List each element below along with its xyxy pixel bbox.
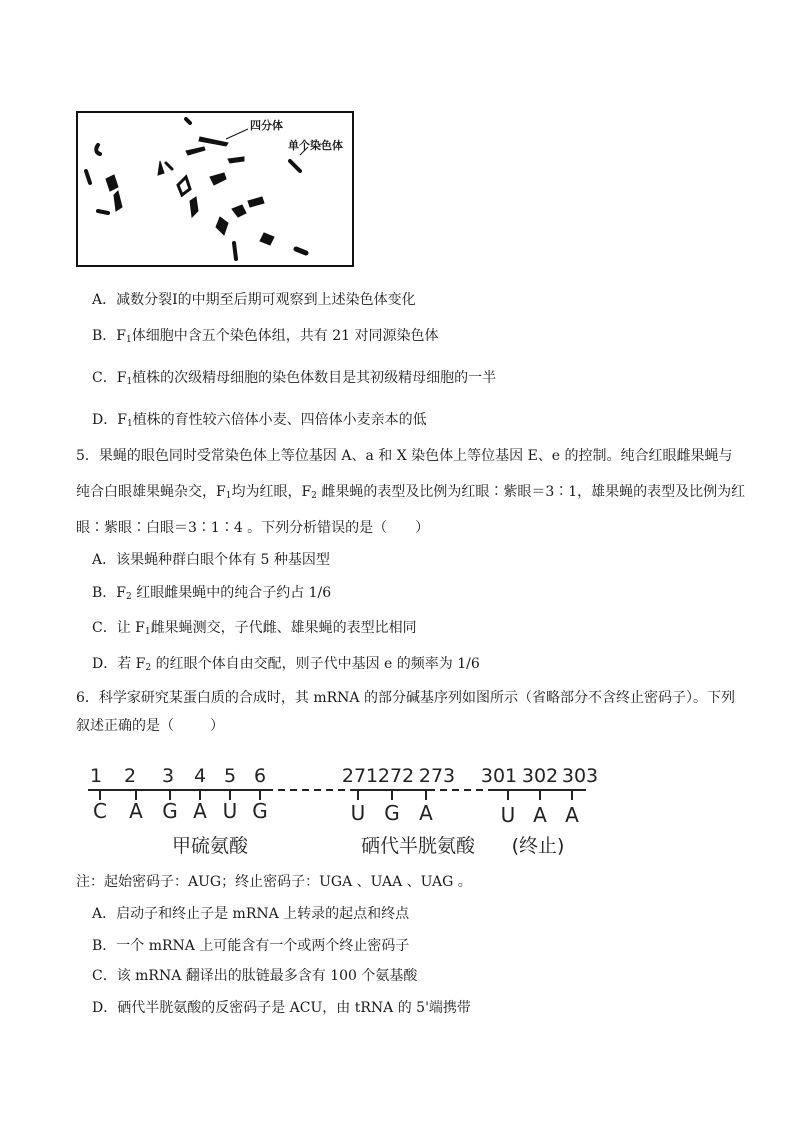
q5-option-b: B．$F_2$ 红眼雌果蝇中的纯合子约占 1/6	[92, 585, 332, 602]
q6-stem-line1: 6．科学家研究某蛋白质的合成时，其 mRNA 的部分碱基序列如图所示（省略部分不含终止密码子）。下列	[76, 690, 735, 706]
pos-label: 271	[341, 765, 379, 787]
q6-option-d: D．硒代半胱氨酸的反密码子是 ACU，由 tRNA 的 5'端携带	[92, 1000, 471, 1016]
single-chromosome	[290, 161, 300, 171]
q5-stem-line2: 纯合白眼雄果蝇杂交，$F_1$均为红眼，$F_2$ 雌果蝇的表型及比例为红眼∶紫眼＝3∶1，雄果蝇的表型及比例为红	[76, 484, 746, 501]
base-letter: A	[533, 803, 547, 827]
pos-label: 6	[253, 765, 267, 787]
mrna-diagram	[88, 760, 618, 860]
pos-label: 5	[223, 765, 237, 787]
q5-option-d: D．若 $F_2$ 的红眼个体自由交配，则子代中基因 e 的频率为 1/6	[92, 656, 480, 673]
codon-label-selenocysteine: 硒代半胱氨酸	[360, 835, 476, 857]
pos-label: 273	[418, 765, 456, 787]
pos-label: 303	[561, 765, 599, 787]
chromosome-figure	[76, 111, 354, 267]
pos-label: 4	[193, 765, 207, 787]
q5-stem-line3: 眼∶紫眼∶白眼＝3∶1∶4 。下列分析错误的是（ ）	[76, 520, 430, 536]
pos-label: 3	[161, 765, 175, 787]
base-letter: A	[193, 799, 207, 823]
pos-label: 2	[123, 765, 137, 787]
q4-option-a: A．减数分裂Ⅰ的中期至后期可观察到上述染色体变化	[92, 292, 416, 308]
tetrad-chromosome	[199, 137, 228, 146]
mrna-sequence-figure	[88, 760, 618, 860]
q4-option-c: C．$F_1$植株的次级精母细胞的染色体数目是其初级精母细胞的一半	[92, 370, 497, 387]
q5-option-a: A．该果蝇种群白眼个体有 5 种基因型	[92, 552, 330, 568]
base-letter: G	[252, 799, 268, 823]
q5-option-c: C．让 $F_1$雌果蝇测交，子代雌、雄果蝇的表型比相同	[92, 620, 417, 637]
pos-label: 272	[377, 765, 415, 787]
q6-note: 注：起始密码子：AUG；终止密码子：UGA 、UAA 、UAG 。	[76, 874, 472, 890]
q6-option-c: C．该 mRNA 翻译出的肽链最多含有 100 个氨基酸	[92, 968, 418, 984]
chromosome-drawing	[78, 113, 352, 265]
q4-option-b: B．$F_1$体细胞中含五个染色体组，共有 21 对同源染色体	[92, 328, 439, 345]
base-letter: G	[162, 799, 178, 823]
q5-stem-line1: 5．果蝇的眼色同时受常染色体上等位基因 A、a 和 X 染色体上等位基因 E、e 的控制。纯合红眼雌果蝇与	[76, 448, 733, 464]
q6-option-b: B．一个 mRNA 上可能含有一个或两个终止密码子	[92, 938, 410, 954]
base-letter: A	[419, 801, 433, 825]
base-letter: A	[129, 799, 143, 823]
q4-option-d: D．$F_1$植株的育性较六倍体小麦、四倍体小麦亲本的低	[92, 412, 427, 429]
label-tetrad: 四分体	[250, 119, 283, 132]
base-letter: U	[500, 803, 516, 827]
base-letter: U	[222, 799, 238, 823]
label-single-chromosome: 单个染色体	[288, 139, 343, 152]
q6-option-a: A．启动子和终止子是 mRNA 上转录的起点和终点	[92, 906, 410, 922]
pos-label: 1	[89, 765, 103, 787]
base-letter: G	[384, 801, 400, 825]
base-letter: U	[350, 801, 366, 825]
pos-label: 302	[521, 765, 559, 787]
codon-label-methionine: 甲硫氨酸	[171, 835, 249, 857]
codon-label-stop: (终止)	[511, 835, 565, 857]
base-letter: A	[565, 803, 579, 827]
base-letter: C	[93, 799, 107, 823]
q6-stem-line2: 叙述正确的是（ ）	[76, 718, 224, 734]
pos-label: 301	[480, 765, 518, 787]
